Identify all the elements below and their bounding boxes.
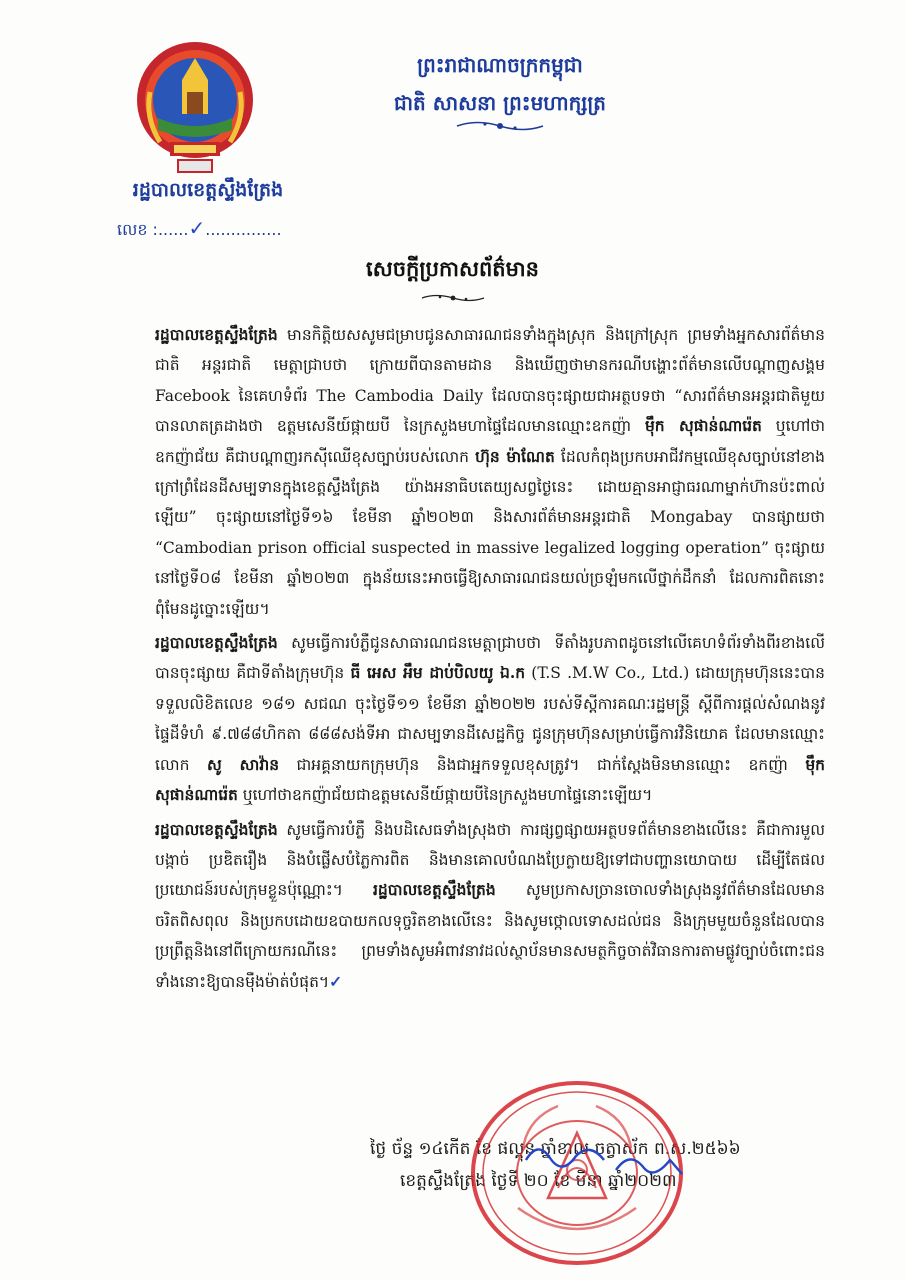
named-person: សូ សាវ៉ាន [206, 754, 280, 774]
paragraph-text: សូមប្រកាសច្រានចោលទាំងស្រុងនូវព័ត៌មានដែលមានចរិតពិសពុល និងប្រកបដោយឧបាយកលទុច្ចរិតខាងលើនេះ និងសូមថ្កោលទោសដល់ជន និងក្រុមមួយចំនួនដែលបានប្រព្រឹត្តនិងនៅពីក្រោយករណីនេះ ព្រមទាំងសូមអំពាវនាវដល់ស្ថាប័នមានសមត្ថកិច្ចចាត់វិធានការតាមផ្លូវច្បាប់ចំពោះជនទាំងនោះឱ្យបានម៉ឺងម៉ាត់បំផុត។ [155, 881, 826, 991]
paragraph-1 [155, 320, 825, 624]
solar-date: ខេត្តស្ទឹងត្រែង ថ្ងៃទី ២០ ខែ មីនា ឆ្នាំ២០២៣ [400, 1171, 677, 1191]
kingdom-heading: ព្រះរាជាណាចក្រកម្ពុជា [417, 53, 583, 77]
handwritten-signature [520, 1130, 690, 1190]
paragraph-text: ឬហៅថាឧកញ៉ាជ័យជាឧត្តមសេនីយ៍ផ្កាយបីនៃក្រសួងមហាផ្ទៃនោះឡើយ។ [237, 786, 653, 805]
authority-lead: រដ្ឋបាលខេត្តស្ទឹងត្រែង [373, 880, 496, 900]
named-person: ហ៊ុន ម៉ាណែត [475, 446, 555, 466]
document-body [155, 320, 825, 1001]
paragraph-text: សូមធ្វើការបំភ្លឺ និងបដិសេធទាំងស្រុងថា ការផ្សព្វផ្សាយអត្ថបទព័ត៌មានខាងលើនេះ គឺជាការមួលបង្កាច់ ប្រឌិតរឿង និងបំផ្លើសបំភ្លៃការពិត និងមានគោលបំណងប្រែក្លាយឱ្យទៅជាបញ្ហានយោបាយ ដើម្បីតែផលប្រយោជន៍របស់ក្រុមខ្លួនប៉ុណ្ណោះ។ [155, 820, 825, 900]
ref-label: លេខ : [117, 220, 158, 239]
document-title: សេចក្តីប្រកាសព័ត៌មាន [366, 257, 539, 281]
paragraph-text: ឬហៅថាឧកញ៉ាជ័យ គឺជាបណ្តាញរកស៊ីឈើខុសច្បាប់របស់លោក [155, 417, 825, 466]
authority-lead: រដ្ឋបាលខេត្តស្ទឹងត្រែង [155, 325, 278, 344]
named-person: ម៉ឹក សុផាន់ណារ៉េត [155, 754, 825, 805]
ornament-divider-icon [455, 118, 545, 134]
national-motto: ជាតិ សាសនា ព្រះមហាក្សត្រ [394, 91, 606, 115]
paragraph-2 [155, 628, 825, 810]
paragraph-text: ដែលកំពុងប្រកបអាជីវកម្មឈើខុសច្បាប់នៅខាងក្រៅព្រំដែនដីសម្បទានក្នុងខេត្តស្ទឹងត្រែង យ៉ាងអនាធិបតេយ្យសព្វថ្ងៃនេះ ដោយគ្មានអាជ្ញាធរណាម្នាក់ហ៊ានប៉ះពាល់ឡើយ” ចុះផ្សាយនៅថ្ងៃទី១៦ ខែមីនា ឆ្នាំ២០២៣ និងសារព័ត៌មានអន្តរជាតិ Mongabay បានផ្សាយថា “Cambodian prison official suspected in massive legalized logging operation” ចុះផ្សាយនៅថ្ងៃទី០៨ ខែមីនា ឆ្នាំ២០២៣ ក្នុងន័យនេះអាចធ្វើឱ្យសាធារណជនយល់ច្រឡំមកលើថ្នាក់ដឹកនាំ ដែលការពិតនោះពុំមែនដូច្នោះឡើយ។ [155, 447, 825, 618]
provincial-emblem-icon [130, 38, 260, 176]
ref-check-mark: ✓ [188, 216, 206, 240]
handwritten-check-mark: ✓ [329, 971, 343, 991]
title-ornament-icon [420, 292, 486, 304]
paragraph-text: ជាអគ្គនាយកក្រុមហ៊ុន និងជាអ្នកទទួលខុសត្រូវ។ ជាក់ស្តែងមិនមានឈ្មោះ ឧកញ៉ា [279, 755, 806, 774]
paragraph-text: មានកិត្តិយសសូមជម្រាបជូនសាធារណជនទាំងក្នុងស្រុក និងក្រៅស្រុក ព្រមទាំងអ្នកសារព័ត៌មានជាតិ អន្តរជាតិ មេត្តាជ្រាបថា ក្រោយពីបានតាមដាន និងឃើញថាមានករណីបង្ហោះព័ត៌មានលើបណ្តាញសង្គម Facebook នៃគេហទំព័រ The Cambodia Daily ដែលបានចុះផ្សាយជាអត្ថបទថា “សារព័ត៌មានអន្តរជាតិមួយបានលាតត្រដាងថា ឧត្តមសេនីយ៍ផ្កាយបី នៃក្រសួងមហាផ្ទៃដែលមានឈ្មោះឧកញ៉ា [155, 326, 825, 436]
paragraph-text: (T.S .M.W Co., Ltd.) ដោយក្រុមហ៊ុននេះបានទទួលលិខិតលេខ ១៨១ សជណ ចុះថ្ងៃទី១១ ខែមីនា ឆ្នាំ២០២២ របស់ទីស្តីការគណៈរដ្ឋមន្ត្រី ស្តីពីការផ្តល់សំណងនូវផ្ទៃដីទំហំ ៩.៧៨៨ហិកតា ៨៨៨សង់ទីអា ជាសម្បទានដីសេដ្ឋកិច្ច ជូនក្រុមហ៊ុនសម្រាប់ធ្វើការវិនិយោគ ដែលមានឈ្មោះលោក [155, 664, 825, 774]
authority-lead: រដ្ឋបាលខេត្តស្ទឹងត្រែង [155, 819, 278, 839]
authority-lead: រដ្ឋបាលខេត្តស្ទឹងត្រែង [155, 633, 278, 653]
named-person: ម៉ឹក សុផាន់ណារ៉េត [644, 416, 762, 436]
ref-dots: ...... [157, 220, 189, 239]
ref-dots-trailing: ............... [205, 220, 282, 239]
lunar-date: ថ្ងៃ ច័ន្ទ ១៤កើត ខែ ផល្គុន ឆ្នាំខាល ចត្វាស័ក ព.ស.២៥៦៦ [370, 1139, 741, 1159]
issuing-authority: រដ្ឋបាលខេត្តស្ទឹងត្រែង [132, 179, 284, 201]
paragraph-3 [155, 815, 825, 997]
company-name: ធី អេស អឹម ដាប់បិលយូ ឯ.ក [350, 663, 526, 683]
paragraph-text: សូមធ្វើការបំភ្លឺជូនសាធារណជនមេត្តាជ្រាបថា ទីតាំងរូបភាពដូចនៅលើគេហទំព័រទាំងពីរខាងលើបានចុះផ្សាយ គឺជាទីតាំងក្រុមហ៊ុន [155, 634, 825, 683]
reference-number [117, 216, 297, 243]
